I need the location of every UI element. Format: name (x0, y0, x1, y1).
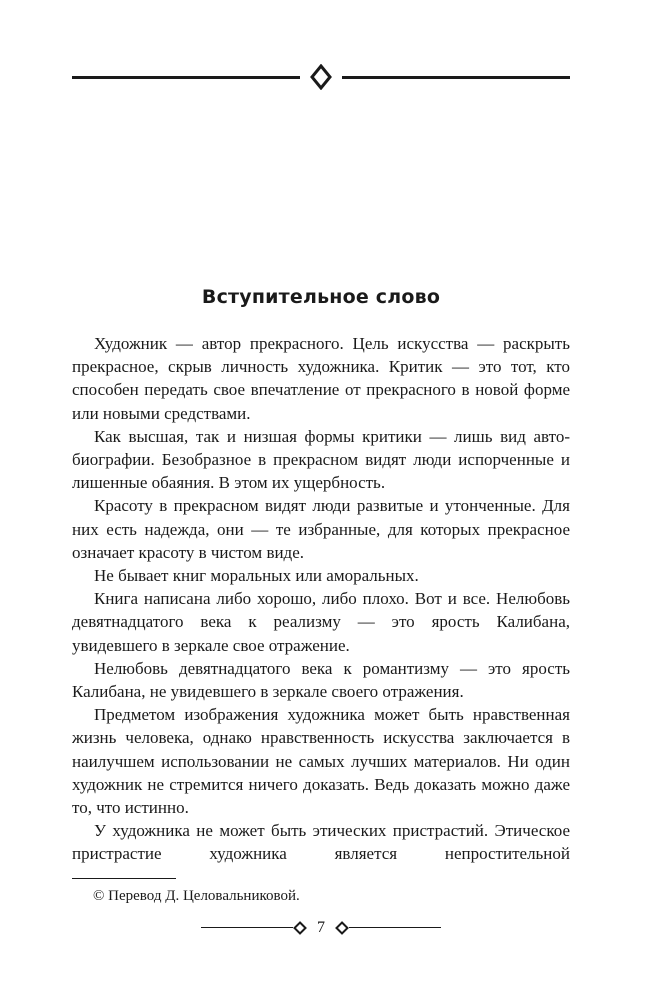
paragraph: Как высшая, так и низшая формы критики — лишь вид автобиографии. Безобразное в прекрасном видят люди испорченные и лишенные обаяния. В этом их ущербность. (72, 426, 570, 493)
paragraph: Предметом изображения художника может быть нравственная жизнь человека, однако нравственность искусства заключается в наилучшем использовании не самых лучших материалов. Ни один художник не стремится ничего доказать. Ведь доказать можно даже то, что истинно. (72, 705, 570, 818)
body-text (72, 332, 570, 866)
footer-line-left (201, 927, 293, 928)
ornament-line-left (72, 76, 300, 79)
paragraph: Не бывает книг моральных или аморальных. (94, 566, 419, 586)
paragraph: Красоту в прекрасном видят люди развитые и утонченные. Для них есть надежда, они — те избранные, для которых прекрасное означает красоту в чистом виде. (72, 496, 570, 562)
ornament-line-right (342, 76, 570, 79)
footer-line-right (349, 927, 441, 928)
footnote-rule (72, 878, 176, 879)
diamond-icon (310, 64, 332, 90)
page-footer (201, 918, 441, 938)
section-heading: Вступительное слово (201, 286, 441, 308)
footnote: © Перевод Д. Целовальниковой. (93, 888, 300, 904)
paragraph: Книга написана либо хорошо, либо плохо. Вот и все. Нелюбовь девятнадцатого века к реализму — это ярость Калибана, увидевшего в зеркале свое отражение. (72, 589, 570, 655)
paragraph: Нелюбовь девятнадцатого века к романтизму — это ярость Калибана, не увидевшего в зеркале своего отражения. (72, 658, 570, 702)
paragraph: У художника не может быть этических пристрастий. Этическое пристрастие художника является непростительной (72, 821, 570, 864)
paragraph: Художник — автор прекрасного. Цель искусства — раскрыть прекрасное, скрыв личность художника. Критик — это тот, кто способен передать свое впечатление от прекрасного в новой форме или новыми средствами. (72, 334, 570, 423)
page-number: 7 (317, 919, 325, 936)
diamond-icon (335, 921, 349, 935)
diamond-icon (293, 921, 307, 935)
top-ornament (72, 64, 570, 90)
